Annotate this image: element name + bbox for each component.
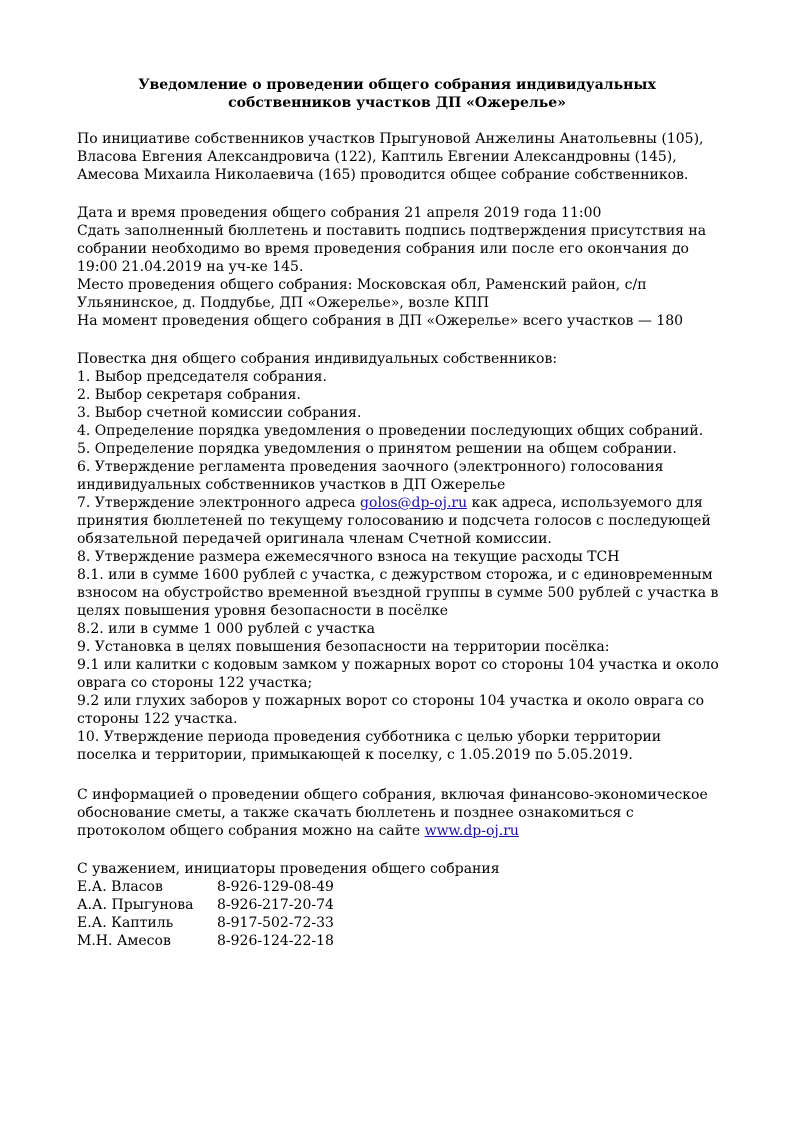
details-line: 19:00 21.04.2019 на уч-ке 145. (77, 259, 304, 275)
agenda-line: обязательной передачей оригинала членам Счетной комиссии. (77, 531, 552, 547)
agenda-line: 10. Утверждение периода проведения субботника с целью уборки территории (77, 729, 662, 745)
agenda-line: 9.1 или калитки с кодовым замком у пожарных ворот со стороны 104 участка и около (77, 657, 719, 673)
agenda-line: стороны 122 участка. (77, 711, 238, 727)
intro-line: Амесова Михаила Николаевича (165) проводится общее собрание собственников. (77, 167, 689, 183)
agenda-item-7 (77, 494, 737, 512)
agenda-line: 1. Выбор председателя собрания. (77, 369, 327, 385)
details-line: Сдать заполненный бюллетень и поставить подпись подтверждения присутствия на (77, 223, 707, 239)
initiator-row (77, 878, 737, 896)
initiator-row (77, 914, 737, 932)
initiator-phone: 8-926-217-20-74 (217, 897, 334, 913)
initiator-row (77, 896, 737, 914)
initiator-phone: 8-926-124-22-18 (217, 933, 334, 949)
initiator-name: Е.А. Власов (77, 879, 163, 895)
title-line-1: Уведомление о проведении общего собрания индивидуальных (138, 77, 656, 93)
signature-block (77, 860, 737, 950)
agenda-line: 8. Утверждение размера ежемесячного взноса на текущие расходы ТСН (77, 549, 620, 565)
initiator-phone: 8-926-129-08-49 (217, 879, 334, 895)
agenda-line: индивидуальных собственников участков в ДП Ожерелье (77, 477, 506, 493)
agenda-heading: Повестка дня общего собрания индивидуальных собственников: (77, 351, 558, 367)
agenda-line: взносом на обустройство временной въездной группы в сумме 500 рублей с участка в (77, 585, 719, 601)
details-line: Место проведения общего собрания: Московская обл, Раменский район, с/п (77, 277, 647, 293)
details-line: Дата и время проведения общего собрания 21 апреля 2019 года 11:00 (77, 205, 602, 221)
details-line: собрании необходимо во время проведения собрания или после его окончания до (77, 241, 689, 257)
agenda-line: 5. Определение порядка уведомления о принятом решении на общем собрании. (77, 441, 677, 457)
details-line: Ульянинское, д. Поддубье, ДП «Ожерелье», возле КПП (77, 295, 490, 311)
agenda-line: 6. Утверждение регламента проведения заочного (электронного) голосования (77, 459, 664, 475)
agenda-line: 8.1. или в сумме 1600 рублей с участка, с дежурством сторожа, и с единовременным (77, 567, 713, 583)
email-link[interactable]: golos@dp-oj.ru (360, 495, 468, 511)
agenda-line: оврага со стороны 122 участка; (77, 675, 313, 691)
signature-heading: С уважением, инициаторы проведения общего собрания (77, 861, 500, 877)
agenda-line: 8.2. или в сумме 1 000 рублей с участка (77, 621, 376, 637)
info-line: обоснование сметы, а также скачать бюллетень и позднее ознакомиться с (77, 805, 634, 821)
info-paragraph (77, 786, 737, 840)
agenda-line: поселка и территории, примыкающей к поселку, с 1.05.2019 по 5.05.2019. (77, 747, 633, 763)
agenda-section (77, 350, 737, 764)
info-line-3 (77, 822, 737, 840)
agenda-line: 3. Выбор счетной комиссии собрания. (77, 405, 362, 421)
info-line: С информацией о проведении общего собрания, включая финансово-экономическое (77, 787, 708, 803)
notice-title (60, 76, 734, 112)
initiator-phone: 8-917-502-72-33 (217, 915, 334, 931)
title-line-2: собственников участков ДП «Ожерелье» (228, 95, 566, 111)
intro-line: По инициативе собственников участков Прыгуновой Анжелины Анатольевны (105), (77, 131, 704, 147)
initiator-row (77, 932, 737, 950)
info-line-3-prefix: протоколом общего собрания можно на сайте (77, 823, 425, 839)
agenda-item-7-prefix: 7. Утверждение электронного адреса (77, 495, 361, 511)
meeting-details (77, 204, 737, 330)
agenda-item-7-suffix: как адреса, используемого для (467, 495, 703, 511)
agenda-line: целях повышения уровня безопасности в посёлке (77, 603, 449, 619)
agenda-line: 9. Установка в целях повышения безопасности на территории посёлка: (77, 639, 610, 655)
agenda-line: принятия бюллетеней по текущему голосованию и подсчета голосов с последующей (77, 513, 711, 529)
details-line: На момент проведения общего собрания в ДП «Ожерелье» всего участков — 180 (77, 313, 684, 329)
initiator-name: М.Н. Амесов (77, 933, 171, 949)
intro-paragraph (77, 130, 737, 184)
initiator-name: А.А. Прыгунова (77, 897, 194, 913)
intro-line: Власова Евгения Александровича (122), Каптиль Евгении Александровны (145), (77, 149, 677, 165)
agenda-line: 9.2 или глухих заборов у пожарных ворот со стороны 104 участка и около оврага со (77, 693, 705, 709)
initiator-name: Е.А. Каптиль (77, 915, 174, 931)
agenda-line: 4. Определение порядка уведомления о проведении последующих общих собраний. (77, 423, 704, 439)
site-link[interactable]: www.dp-oj.ru (424, 823, 519, 839)
agenda-line: 2. Выбор секретаря собрания. (77, 387, 301, 403)
